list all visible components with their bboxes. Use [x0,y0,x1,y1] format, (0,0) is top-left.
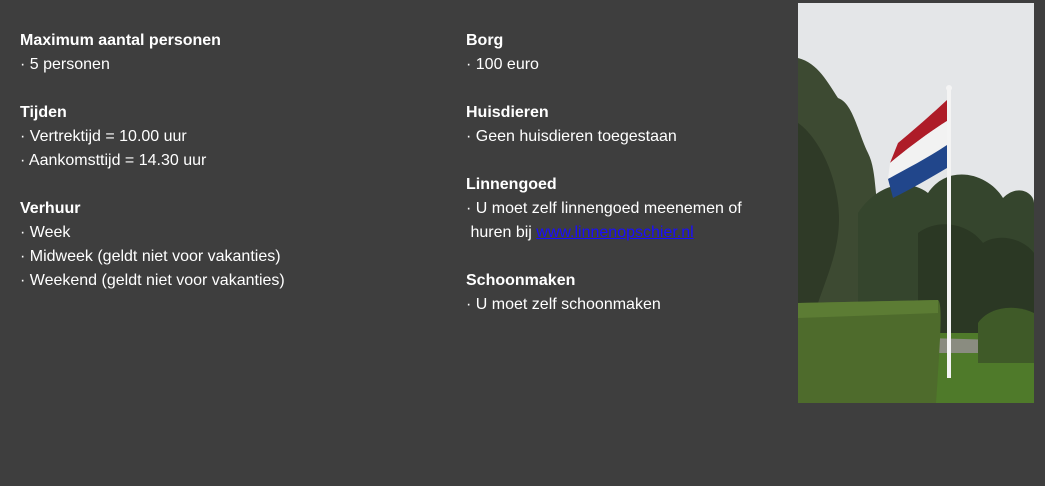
linen-heading: Linnengoed [466,176,557,193]
linen-rental-link[interactable]: www.linnenopschier.nl [536,224,694,241]
cleaning-section [466,269,786,317]
cleaning-item: · U moet zelf schoonmaken [466,296,661,313]
deposit-item: · 100 euro [466,56,539,73]
pets-item: · Geen huisdieren toegestaan [466,128,677,145]
info-column-left [20,29,440,317]
capacity-section [20,29,440,77]
pets-heading: Huisdieren [466,104,549,121]
deposit-section [466,29,786,77]
pets-section [466,101,786,149]
rental-item-week: · Week [20,224,71,241]
departure-time: · Vertrektijd = 10.00 uur [20,128,187,145]
cleaning-heading: Schoonmaken [466,272,576,289]
flagpole-top [946,85,952,91]
linen-section [466,173,786,245]
linen-item-line1: · U moet zelf linnengoed meenemen of [466,200,742,217]
arrival-time: · Aankomsttijd = 14.30 uur [20,152,207,169]
rental-heading: Verhuur [20,200,81,217]
deposit-heading: Borg [466,32,504,49]
bush-right [978,308,1034,363]
linen-item-line2 [466,221,786,245]
rental-section [20,197,440,293]
linen-item-prefix: huren bij [466,224,537,241]
capacity-heading: Maximum aantal personen [20,32,221,49]
times-heading: Tijden [20,104,67,121]
flagpole [947,88,951,378]
rental-item-midweek: · Midweek (geldt niet voor vakanties) [20,248,281,265]
times-section [20,101,440,173]
info-column-right [466,29,786,341]
capacity-item: · 5 personen [20,56,110,73]
rental-item-weekend: · Weekend (geldt niet voor vakanties) [20,272,285,289]
flag-photo [798,3,1034,403]
